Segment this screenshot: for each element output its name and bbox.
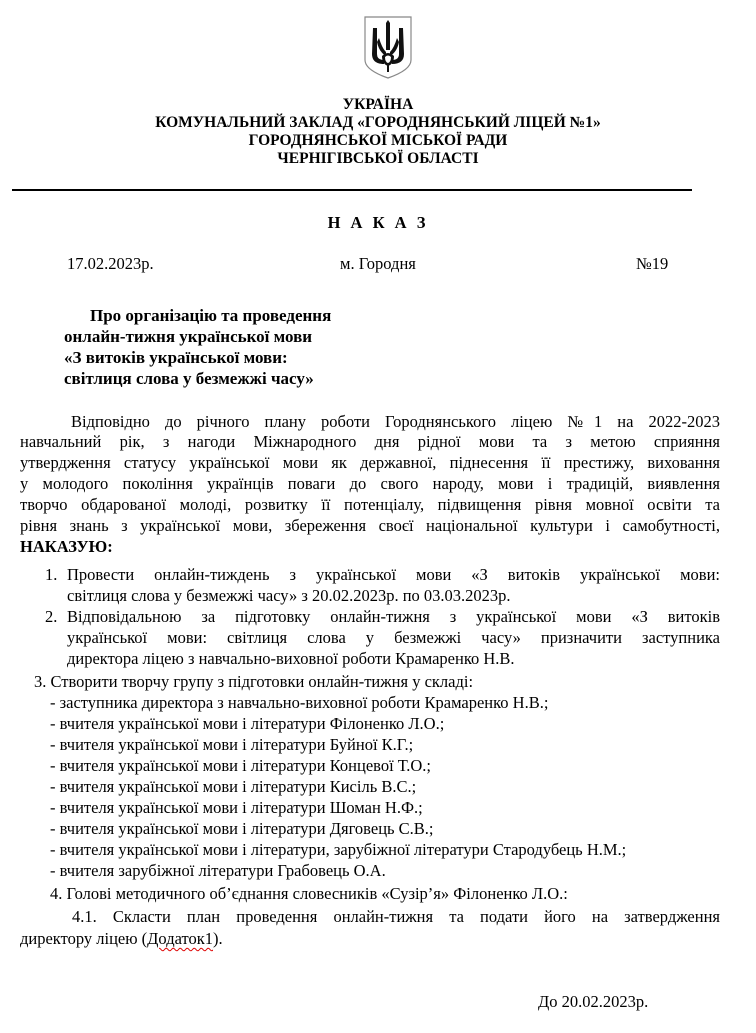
- ukraine-trident-emblem-icon: [362, 14, 414, 80]
- preamble-line: рівня знань з української мови, збереження своєї національної культури і самобутності,: [20, 516, 720, 535]
- group-member: - вчителя української мови і літератури Шоман Н.Ф.;: [50, 798, 423, 817]
- order-title: Н А К А З: [327, 213, 429, 232]
- order-number: №19: [636, 254, 669, 273]
- group-member: - вчителя української мови і літератури Філоненко Л.О.;: [50, 714, 445, 733]
- preamble-line: творчо обдарованої молоді, розвитку її потенціалу, підвищення рівня мовної освіти та: [20, 495, 720, 514]
- group-member: - заступника директора з навчально-виховної роботи Крамаренко Н.В.;: [50, 693, 549, 712]
- preamble-line: у молодого покоління українців поваги до свого народу, мови і традицій, виявлення: [20, 474, 720, 493]
- council-line: ГОРОДНЯНСЬКОЇ МІСЬКОЇ РАДИ: [248, 132, 508, 149]
- item-1-line: Провести онлайн-тиждень з української мови «З витоків української мови:: [67, 565, 720, 584]
- item-2-line: Відповідальною за підготовку онлайн-тижня з української мови «З витоків: [67, 607, 720, 626]
- region-line: ЧЕРНІГІВСЬКОЇ ОБЛАСТІ: [277, 150, 479, 167]
- institution-line: КОМУНАЛЬНИЙ ЗАКЛАД «ГОРОДНЯНСЬКИЙ ЛІЦЕЙ №1»: [155, 114, 601, 131]
- subject-line: світлиця слова у безмежжі часу»: [64, 369, 314, 388]
- group-member: - вчителя української мови і літератури, зарубіжної літератури Стародубець Н.М.;: [50, 840, 627, 859]
- preamble-line: утвердження статусу української мови як державної, піднесення її престижу, виховання: [20, 453, 720, 472]
- group-member: - вчителя української мови і літератури Дяговець С.В.;: [50, 819, 434, 838]
- item-2-line: директора ліцею з навчально-виховної роботи Крамаренко Н.В.: [67, 649, 515, 668]
- preamble-line: Відповідно до річного плану роботи Городнянського ліцею №1 на 2022-2023: [71, 412, 720, 431]
- preamble-line: навчальний рік, з нагоди Міжнародного дня рідної мови та з метою сприяння: [20, 432, 720, 451]
- item-4-1-line: [20, 929, 223, 949]
- decree-word: НАКАЗУЮ:: [20, 537, 113, 556]
- order-date: 17.02.2023р.: [67, 254, 154, 273]
- order-place: м. Городня: [340, 254, 416, 273]
- item-1-line: світлиця слова у безмежжі часу» з 20.02.2023р. по 03.03.2023р.: [67, 586, 511, 605]
- item-4-1-prefix: директору ліцею (: [20, 929, 148, 948]
- subject-line: Про організацію та проведення: [90, 306, 332, 325]
- item-2-number: 2.: [45, 607, 58, 626]
- item-3-text: 3. Створити творчу групу з підготовки онлайн-тижня у складі:: [34, 672, 474, 691]
- header-divider: [12, 189, 692, 191]
- item-4-1-line: 4.1. Скласти план проведення онлайн-тижня та подати його на затвердження: [72, 907, 720, 926]
- group-member: - вчителя зарубіжної літератури Грабовець О.А.: [50, 861, 386, 880]
- subject-line: «З витоків української мови:: [64, 348, 288, 367]
- subject-line: онлайн-тижня української мови: [64, 327, 313, 346]
- group-member: - вчителя української мови і літератури Буйної К.Г.;: [50, 735, 414, 754]
- item-1-number: 1.: [45, 565, 58, 584]
- item-4-text: 4. Голові методичного об’єднання словесників «Сузір’я» Філоненко Л.О.:: [50, 884, 568, 903]
- item-2-line: української мови: світлиця слова у безмежжі часу» призначити заступника: [67, 628, 720, 647]
- group-member: - вчителя української мови і літератури Концевої Т.О.;: [50, 756, 431, 775]
- appendix-reference: Додаток1: [147, 929, 214, 948]
- deadline: До 20.02.2023р.: [538, 992, 649, 1011]
- country-line: УКРАЇНА: [342, 96, 414, 113]
- group-member: - вчителя української мови і літератури Кисіль В.С.;: [50, 777, 417, 796]
- item-4-1-suffix: ).: [213, 929, 223, 948]
